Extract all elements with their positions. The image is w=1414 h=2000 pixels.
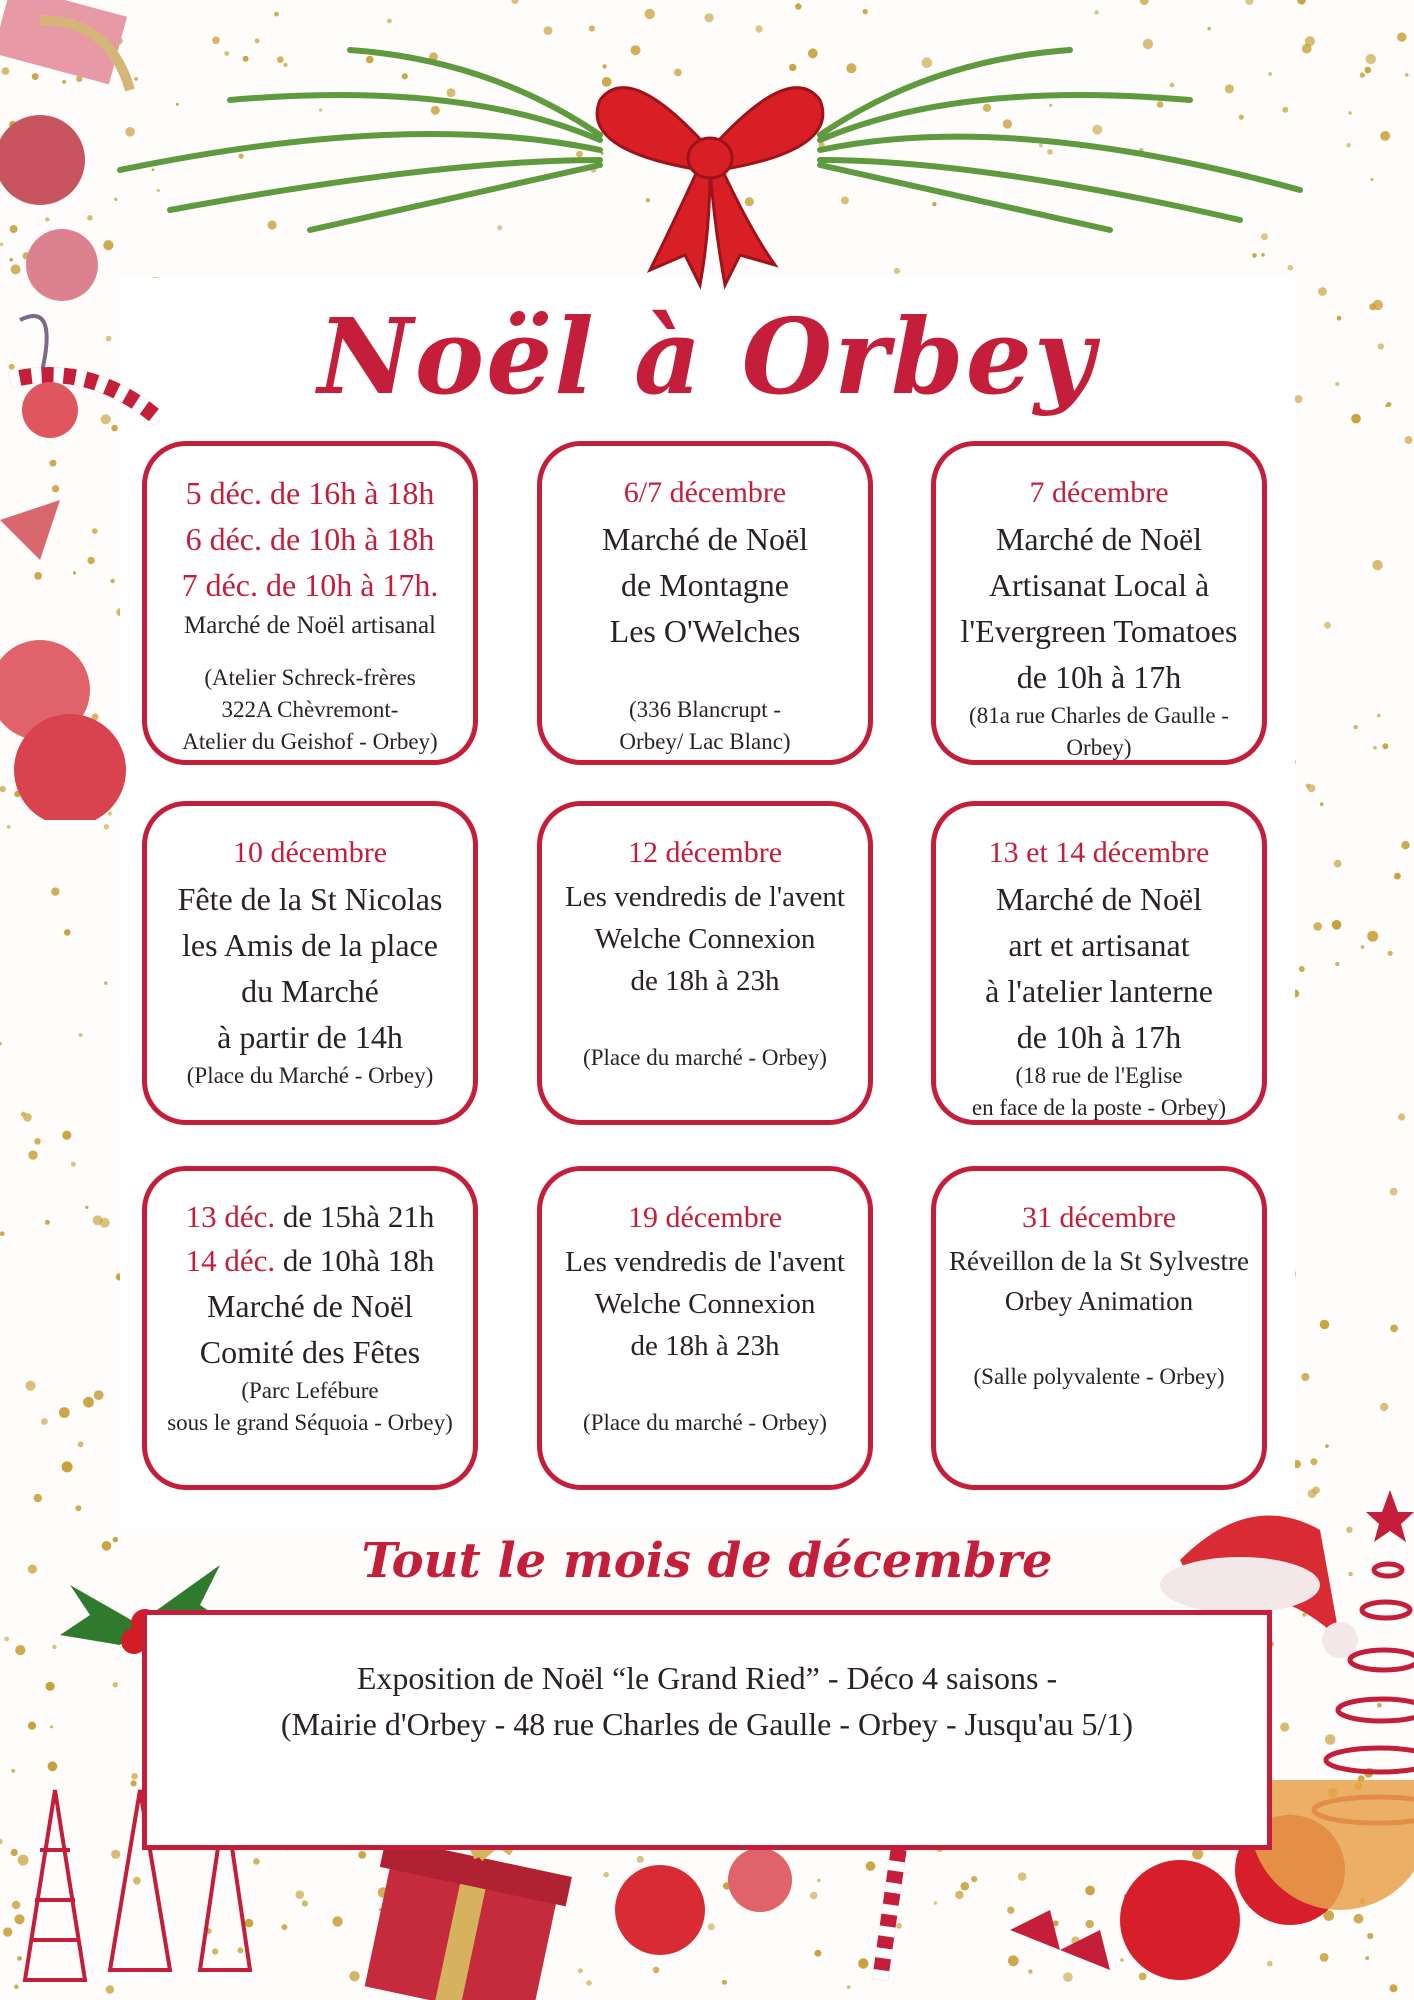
event-location: Orbey) bbox=[1066, 735, 1132, 760]
event-card-3 bbox=[931, 441, 1267, 765]
confetti-dot bbox=[104, 824, 110, 830]
confetti-dot bbox=[1335, 962, 1339, 966]
exhibition-location: (Mairie d'Orbey - 48 rue Charles de Gaulle - Orbey - Jusqu'au 5/1) bbox=[280, 1706, 1134, 1742]
confetti-dot bbox=[1367, 931, 1378, 942]
event-date: 7 décembre bbox=[1029, 476, 1169, 509]
confetti-dot bbox=[1334, 860, 1342, 868]
event-description: de 18h à 23h bbox=[630, 1330, 780, 1362]
event-location: (Place du Marché - Orbey) bbox=[186, 1063, 434, 1088]
event-description: l'Evergreen Tomatoes bbox=[960, 613, 1238, 649]
event-date: 13 et 14 décembre bbox=[988, 836, 1210, 869]
confetti-dot bbox=[64, 929, 71, 936]
event-date: 7 déc. de 10h à 17h. bbox=[181, 567, 439, 603]
event-location: (Atelier Schreck-frères bbox=[204, 665, 416, 690]
confetti-dot bbox=[1320, 1320, 1330, 1330]
confetti-dot bbox=[1398, 1113, 1405, 1120]
confetti-dot bbox=[0, 1042, 2, 1045]
confetti-dot bbox=[544, 26, 553, 35]
confetti-dot bbox=[52, 1645, 56, 1649]
event-card-6 bbox=[931, 801, 1267, 1125]
confetti-dot bbox=[28, 1150, 37, 1159]
confetti-dot bbox=[1397, 32, 1406, 41]
confetti-dot bbox=[512, 0, 519, 4]
confetti-dot bbox=[755, 25, 762, 32]
event-description: Marché de Noël bbox=[995, 521, 1203, 557]
event-time: de 15hà 21h bbox=[275, 1199, 435, 1234]
confetti-dot bbox=[1390, 1188, 1398, 1196]
confetti-dot bbox=[34, 1494, 42, 1502]
event-description: Les O'Welches bbox=[609, 613, 801, 649]
event-date: 31 décembre bbox=[1021, 1201, 1177, 1234]
event-description: de 10h à 17h bbox=[1016, 1019, 1182, 1055]
event-description: à l'atelier lanterne bbox=[985, 973, 1213, 1009]
event-description: les Amis de la place bbox=[182, 927, 438, 963]
event-description: Welche Connexion bbox=[594, 1288, 816, 1320]
event-card-1 bbox=[142, 441, 478, 765]
event-date: 14 déc. bbox=[185, 1243, 276, 1278]
confetti-dot bbox=[100, 1218, 110, 1228]
event-date: 10 décembre bbox=[232, 836, 388, 869]
confetti-dot bbox=[83, 1397, 94, 1408]
confetti-dot bbox=[1372, 560, 1382, 570]
confetti-dot bbox=[1370, 178, 1373, 181]
confetti-dot bbox=[79, 1033, 83, 1037]
confetti-dot bbox=[1310, 1458, 1317, 1465]
confetti-dot bbox=[1373, 746, 1377, 750]
confetti-dot bbox=[1095, 10, 1099, 14]
event-description: Réveillon de la St Sylvestre bbox=[949, 1246, 1249, 1276]
confetti-dot bbox=[1346, 143, 1350, 147]
month-section-title: Tout le mois de décembre bbox=[361, 1533, 1053, 1589]
event-description: Marché de Noël bbox=[601, 521, 809, 557]
confetti-dot bbox=[94, 1390, 104, 1400]
event-description: Artisanat Local à bbox=[988, 567, 1210, 603]
confetti-dot bbox=[4, 1636, 9, 1641]
confetti-dot bbox=[1324, 622, 1331, 629]
event-card-7 bbox=[142, 1166, 478, 1490]
event-date: 6 déc. de 10h à 18h bbox=[185, 521, 435, 557]
confetti-dot bbox=[387, 19, 392, 24]
confetti-dot bbox=[75, 1505, 81, 1511]
event-description: Orbey Animation bbox=[1004, 1286, 1194, 1316]
event-location: (Place du marché - Orbey) bbox=[583, 1410, 827, 1435]
event-description: art et artisanat bbox=[1008, 927, 1190, 963]
exhibition-text: Exposition de Noël “le Grand Ried” - Déco 4 saisons - bbox=[356, 1660, 1058, 1696]
confetti-dot bbox=[1301, 1373, 1309, 1381]
confetti-dot bbox=[7, 825, 11, 829]
confetti-dot bbox=[41, 1418, 48, 1425]
event-description: de Montagne bbox=[621, 567, 789, 603]
confetti-dot bbox=[1365, 67, 1372, 74]
event-description: Marché de Noël artisanal bbox=[184, 612, 436, 639]
event-description: Les vendredis de l'avent bbox=[565, 881, 845, 913]
event-description: du Marché bbox=[241, 973, 379, 1009]
event-card-2 bbox=[537, 441, 873, 765]
confetti-dot bbox=[48, 1761, 58, 1771]
confetti-dot bbox=[104, 981, 108, 985]
confetti-dot bbox=[1388, 951, 1393, 956]
event-description: Marché de Noël bbox=[206, 1288, 414, 1324]
confetti-dot bbox=[1348, 111, 1352, 115]
confetti-dot bbox=[274, 12, 279, 17]
confetti-dot bbox=[11, 1769, 15, 1773]
event-description: Comité des Fêtes bbox=[199, 1334, 421, 1370]
event-location: Orbey/ Lac Blanc) bbox=[619, 729, 791, 754]
event-location: (18 rue de l'Eglise bbox=[1015, 1063, 1183, 1088]
confetti-dot bbox=[1207, 27, 1210, 30]
confetti-dot bbox=[1401, 841, 1409, 849]
confetti-dot bbox=[1405, 436, 1413, 444]
event-date-row bbox=[153, 1195, 467, 1239]
event-location: 322A Chèvremont- bbox=[221, 697, 399, 722]
event-description: de 18h à 23h bbox=[630, 965, 780, 997]
event-description: de 10h à 17h bbox=[1016, 659, 1182, 695]
confetti-dot bbox=[51, 887, 59, 895]
event-description: Les vendredis de l'avent bbox=[565, 1246, 845, 1278]
event-location: en face de la poste - Orbey) bbox=[971, 1095, 1227, 1120]
confetti-dot bbox=[1354, 725, 1358, 729]
confetti-dot bbox=[1377, 714, 1381, 718]
confetti-dot bbox=[645, 9, 655, 19]
event-date: 6/7 décembre bbox=[623, 476, 787, 509]
garland-bow-icon bbox=[110, 40, 1310, 290]
confetti-dot bbox=[1380, 1403, 1388, 1411]
confetti-dot bbox=[1140, 0, 1149, 5]
confetti-dot bbox=[71, 1162, 76, 1167]
confetti-dot bbox=[705, 13, 714, 22]
confetti-dot bbox=[1299, 966, 1305, 972]
confetti-dot bbox=[1313, 922, 1322, 931]
event-card-9 bbox=[931, 1166, 1267, 1490]
confetti-dot bbox=[1382, 743, 1388, 749]
confetti-dot bbox=[1332, 920, 1342, 930]
event-location: (81a rue Charles de Gaulle - bbox=[969, 703, 1229, 728]
confetti-dot bbox=[62, 1131, 71, 1140]
confetti-dot bbox=[59, 1407, 70, 1418]
event-date: 12 décembre bbox=[627, 836, 783, 869]
confetti-dot bbox=[34, 1138, 41, 1145]
confetti-dot bbox=[1394, 873, 1401, 880]
confetti-dot bbox=[1307, 784, 1315, 792]
confetti-dot bbox=[863, 9, 868, 14]
confetti-dot bbox=[1405, 73, 1409, 77]
event-description: Welche Connexion bbox=[594, 923, 816, 955]
confetti-dot bbox=[25, 1381, 35, 1391]
confetti-dot bbox=[78, 1441, 84, 1447]
confetti-dot bbox=[1245, 0, 1253, 5]
confetti-dot bbox=[795, 3, 801, 9]
confetti-dot bbox=[23, 1113, 32, 1122]
confetti-dot bbox=[15, 1645, 25, 1655]
confetti-dot bbox=[1361, 945, 1365, 949]
confetti-dot bbox=[131, 1773, 138, 1780]
event-time: de 10hà 18h bbox=[275, 1243, 435, 1278]
confetti-dot bbox=[1360, 72, 1365, 77]
event-description: Fête de la St Nicolas bbox=[177, 881, 443, 917]
event-card-5 bbox=[537, 801, 873, 1125]
confetti-dot bbox=[1297, 0, 1306, 5]
confetti-dot bbox=[85, 1206, 88, 1209]
event-date: 5 déc. de 16h à 18h bbox=[185, 475, 435, 511]
confetti-dot bbox=[589, 25, 595, 31]
event-date: 13 déc. bbox=[185, 1199, 276, 1234]
event-description: à partir de 14h bbox=[217, 1019, 403, 1055]
event-location: sous le grand Séquoia - Orbey) bbox=[167, 1410, 453, 1435]
event-date-row bbox=[153, 1239, 467, 1283]
confetti-dot bbox=[62, 1462, 69, 1469]
confetti-dot bbox=[1325, 1444, 1329, 1448]
event-date: 19 décembre bbox=[627, 1201, 783, 1234]
page-title: Noël à Orbey bbox=[317, 295, 1097, 418]
event-location: (Parc Lefébure bbox=[241, 1378, 379, 1403]
confetti-dot bbox=[1390, 1325, 1398, 1333]
event-location: Atelier du Geishof - Orbey) bbox=[182, 729, 438, 754]
event-card-4 bbox=[142, 801, 478, 1125]
confetti-dot bbox=[1320, 802, 1324, 806]
event-location: (Place du marché - Orbey) bbox=[583, 1045, 827, 1070]
confetti-dot bbox=[0, 1231, 5, 1236]
event-location: (336 Blancrupt - bbox=[628, 697, 781, 722]
confetti-dot bbox=[1380, 131, 1390, 141]
confetti-dot bbox=[1366, 54, 1376, 64]
event-location: (Salle polyvalente - Orbey) bbox=[973, 1364, 1225, 1389]
confetti-dot bbox=[45, 1220, 50, 1225]
event-card-8 bbox=[537, 1166, 873, 1490]
event-description: Marché de Noël bbox=[995, 881, 1203, 917]
